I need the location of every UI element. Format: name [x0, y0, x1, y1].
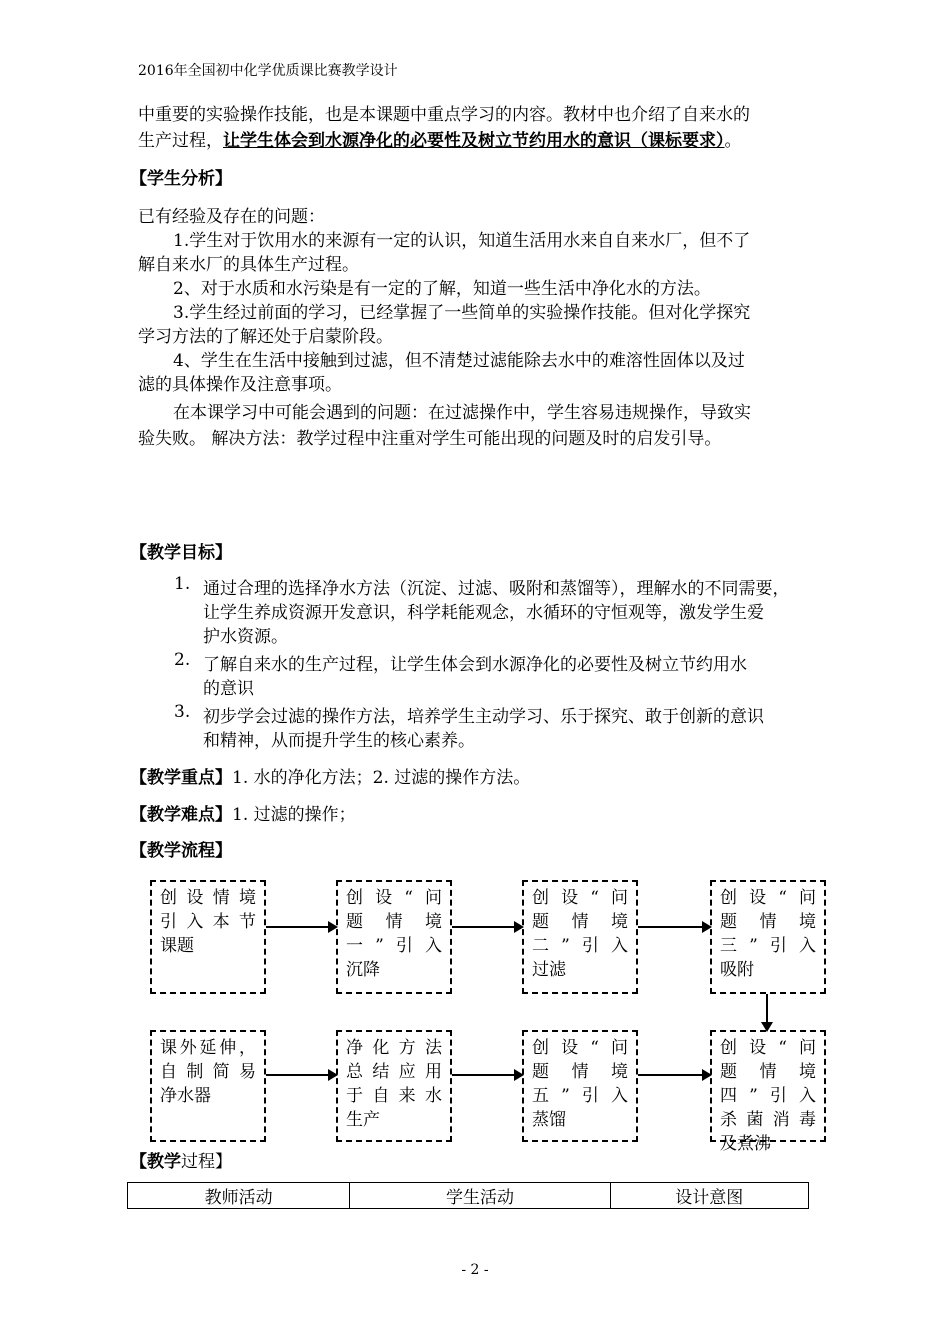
flow-box-text: 题情境 [532, 912, 628, 932]
flow-box-text: 吸附 [720, 960, 754, 980]
analysis-line: 3.学生经过前面的学习，已经掌握了一些简单的实验操作技能。但对化学探究 [173, 303, 751, 323]
key-points [130, 763, 530, 788]
flow-box-extension [150, 1030, 266, 1142]
flow-box-text: 一”引入 [346, 936, 442, 956]
flow-box-text: 过滤 [532, 960, 566, 980]
student-analysis-subtitle: 已有经验及存在的问题： [138, 207, 325, 227]
flow-box-text: 三”引入 [720, 936, 816, 956]
flow-arrow [452, 1074, 522, 1076]
process-title-bold: 【教学 [130, 1152, 181, 1172]
flow-box-text: 净水器 [160, 1086, 211, 1106]
process-table [127, 1182, 809, 1209]
flow-box-text: 二”引入 [532, 936, 628, 956]
flow-box-situation-2 [522, 880, 638, 994]
process-title-normal: 过程】 [181, 1152, 232, 1172]
table-header-row [128, 1183, 809, 1209]
objective-text: 的意识 [203, 679, 254, 699]
flow-box-situation-5 [522, 1030, 638, 1142]
intro-line-1: 中重要的实验操作技能，也是本课题中重点学习的内容。教材中也介绍了自来水的 [138, 105, 750, 125]
objective-text: 和精神，从而提升学生的核心素养。 [203, 731, 475, 751]
flow-box-text: 引入本节 [160, 912, 256, 932]
table-header-cell: 教师活动 [128, 1183, 350, 1209]
table-header-cell: 学生活动 [350, 1183, 610, 1209]
flow-box-text: 题情境 [720, 912, 816, 932]
key-points-title: 【教学重点】 [130, 768, 232, 788]
objective-text: 通过合理的选择净水方法（沉淀、过滤、吸附和蒸馏等），理解水的不同需要， [203, 579, 790, 599]
flow-box-text: 创设“问 [720, 1038, 816, 1058]
flow-box-text: 课题 [160, 936, 194, 956]
flow-title: 【教学流程】 [130, 841, 232, 861]
flow-arrow-down [766, 994, 768, 1030]
process-title [130, 1147, 232, 1172]
flow-box-text: 课外延伸， [160, 1038, 256, 1058]
objectives-title: 【教学目标】 [130, 543, 232, 563]
page-header: 2016年全国初中化学优质课比赛教学设计 [138, 63, 398, 79]
objective-item-1 [174, 574, 200, 594]
difficulties-title: 【教学难点】 [130, 805, 232, 825]
flow-box-text: 净化方法 [346, 1038, 442, 1058]
flow-box-text: 总结应用 [346, 1062, 442, 1082]
flow-box-text: 自制简易 [160, 1062, 256, 1082]
flow-box-text: 题情境 [346, 912, 442, 932]
objective-item-2 [174, 650, 200, 670]
analysis-line: 1.学生对于饮用水的来源有一定的认识，知道生活用水来自自来水厂，但不了 [173, 231, 751, 251]
flow-box-text: 创设“问 [346, 888, 442, 908]
objective-text: 了解自来水的生产过程，让学生体会到水源净化的必要性及树立节约用水 [203, 655, 747, 675]
objective-text: 让学生养成资源开发意识，科学耗能观念，水循环的守恒观等，激发学生爱 [203, 603, 764, 623]
page-number: - 2 - [461, 1262, 489, 1278]
objective-number: 2. [174, 650, 191, 670]
analysis-line: 滤的具体操作及注意事项。 [138, 375, 342, 395]
flow-box-situation-4 [710, 1030, 826, 1154]
flow-box-text: 题情境 [532, 1062, 628, 1082]
flow-box-text: 创设“问 [532, 888, 628, 908]
analysis-line: 在本课学习中可能会遇到的问题：在过滤操作中，学生容易违规操作，导致实 [173, 403, 751, 423]
flow-box-text: 创设情境 [160, 888, 256, 908]
flow-box-text: 沉降 [346, 960, 380, 980]
flow-arrow [638, 926, 710, 928]
flow-box-text: 杀菌消毒 [720, 1110, 816, 1130]
flow-box-text: 四”引入 [720, 1086, 816, 1106]
table-header-cell: 设计意图 [610, 1183, 808, 1209]
flow-arrow [266, 1074, 336, 1076]
flow-box-text: 及煮沸 [720, 1134, 771, 1154]
flow-box-text: 创设“问 [532, 1038, 628, 1058]
flow-box-text: 题情境 [720, 1062, 816, 1082]
intro-line-2-post: 。 [724, 131, 742, 151]
analysis-line: 2、对于水质和水污染是有一定的了解，知道一些生活中净化水的方法。 [173, 279, 711, 299]
flow-arrow [638, 1074, 710, 1076]
flow-arrow [266, 926, 336, 928]
flow-box-introduce [150, 880, 266, 994]
analysis-line: 学习方法的了解还处于启蒙阶段。 [138, 327, 393, 347]
objective-number: 3. [174, 702, 191, 722]
flow-box-text: 生产 [346, 1110, 380, 1130]
flow-arrow [452, 926, 522, 928]
intro-line-2-emphasis: 让学生体会到水源净化的必要性及树立节约用水的意识（课标要求） [223, 131, 725, 151]
objective-text: 初步学会过滤的操作方法，培养学生主动学习、乐于探究、敢于创新的意识 [203, 707, 764, 727]
flow-box-situation-3 [710, 880, 826, 994]
analysis-line: 4、学生在生活中接触到过滤，但不清楚过滤能除去水中的难溶性固体以及过 [173, 351, 745, 371]
flow-box-situation-1 [336, 880, 452, 994]
flow-box-text: 蒸馏 [532, 1110, 566, 1130]
flow-box-summary [336, 1030, 452, 1142]
objective-number: 1. [174, 574, 191, 594]
intro-line-2 [138, 126, 742, 151]
flow-box-text: 五”引入 [532, 1086, 628, 1106]
analysis-line: 解自来水厂的具体生产过程。 [138, 255, 359, 275]
student-analysis-title: 【学生分析】 [130, 169, 232, 189]
key-points-text: 1. 水的净化方法；2. 过滤的操作方法。 [232, 768, 531, 788]
objective-text: 护水资源。 [203, 627, 288, 647]
difficulties [130, 800, 356, 825]
intro-line-2-pre: 生产过程， [138, 131, 223, 151]
difficulties-text: 1. 过滤的操作； [232, 805, 356, 825]
flow-box-text: 创设“问 [720, 888, 816, 908]
objective-item-3 [174, 702, 200, 722]
analysis-line: 验失败。 解决方法：教学过程中注重对学生可能出现的问题及时的启发引导。 [138, 429, 722, 449]
flow-box-text: 于自来水 [346, 1086, 442, 1106]
